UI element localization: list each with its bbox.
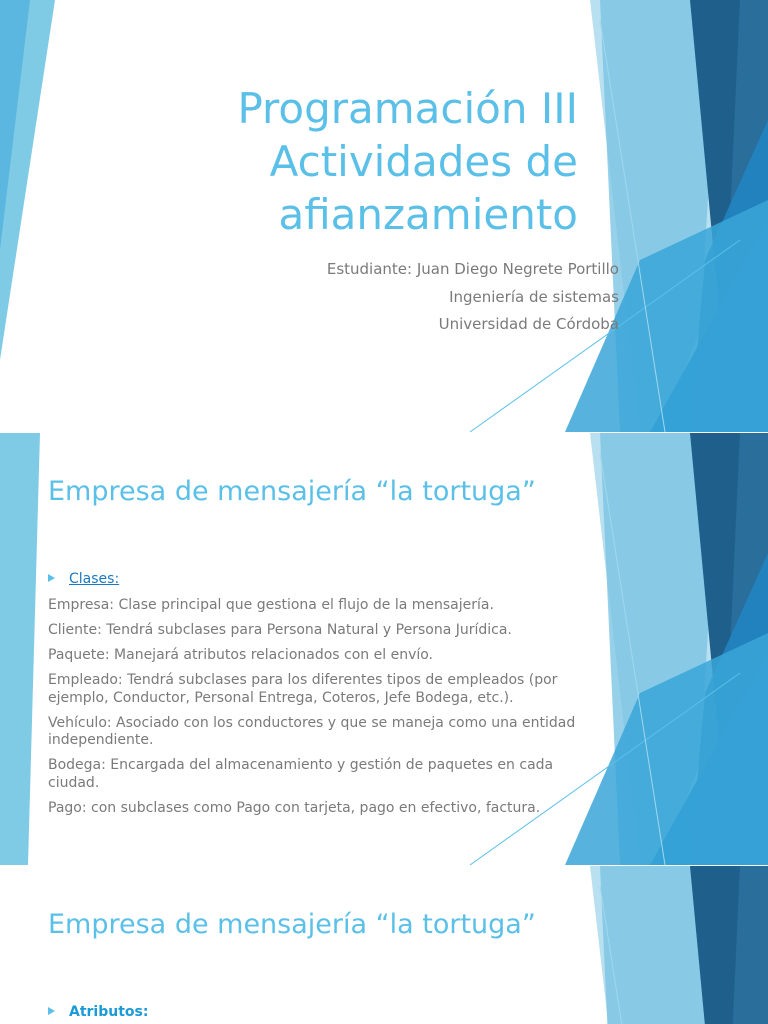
subtitle-student: Estudiante: Juan Diego Negrete Portillo xyxy=(326,260,619,278)
class-list xyxy=(48,597,588,825)
presentation-title xyxy=(237,82,578,241)
title-line: Programación III xyxy=(237,84,578,133)
slide-attributes xyxy=(0,866,768,1024)
slide-heading: Empresa de mensajería “la tortuga” xyxy=(48,476,536,507)
subtitle-program: Ingeniería de sistemas xyxy=(449,287,619,306)
list-item: Empleado: Tendrá subclases para los diferentes tipos de empleados (por ejemplo, Conductor, Personal Entrega, Coteros, Jefe Bodega, etc.). xyxy=(48,672,558,706)
list-item: Vehículo: Asociado con los conductores y que se maneja como una entidad independiente. xyxy=(48,714,576,748)
list-item: Empresa: Clase principal que gestiona el flujo de la mensajería. xyxy=(48,597,494,613)
slide-classes xyxy=(0,433,768,865)
bullet-attributes xyxy=(48,1004,148,1020)
title-line: afianzamiento xyxy=(278,190,578,239)
list-item: Cliente: Tendrá subclases para Persona Natural y Persona Jurídica. xyxy=(48,622,512,638)
list-item: Bodega: Encargada del almacenamiento y gestión de paquetes en cada ciudad. xyxy=(48,757,554,791)
bullet-classes xyxy=(48,571,119,587)
attributes-link[interactable]: Atributos: xyxy=(69,1004,149,1020)
subtitle-university: Universidad de Córdoba xyxy=(438,315,619,333)
presentation-subtitle xyxy=(327,256,619,339)
list-item: Pago: con subclases como Pago con tarjeta, pago en efectivo, factura. xyxy=(48,799,541,816)
slide-title xyxy=(0,0,768,432)
title-line: Actividades de xyxy=(269,137,578,186)
classes-link[interactable]: Clases: xyxy=(69,571,120,587)
bullet-triangle-icon xyxy=(48,574,55,582)
slide-decoration xyxy=(0,866,768,1024)
bullet-triangle-icon xyxy=(48,1007,55,1015)
list-item: Paquete: Manejará atributos relacionados con el envío. xyxy=(48,647,434,663)
slide-heading: Empresa de mensajería “la tortuga” xyxy=(48,909,536,940)
